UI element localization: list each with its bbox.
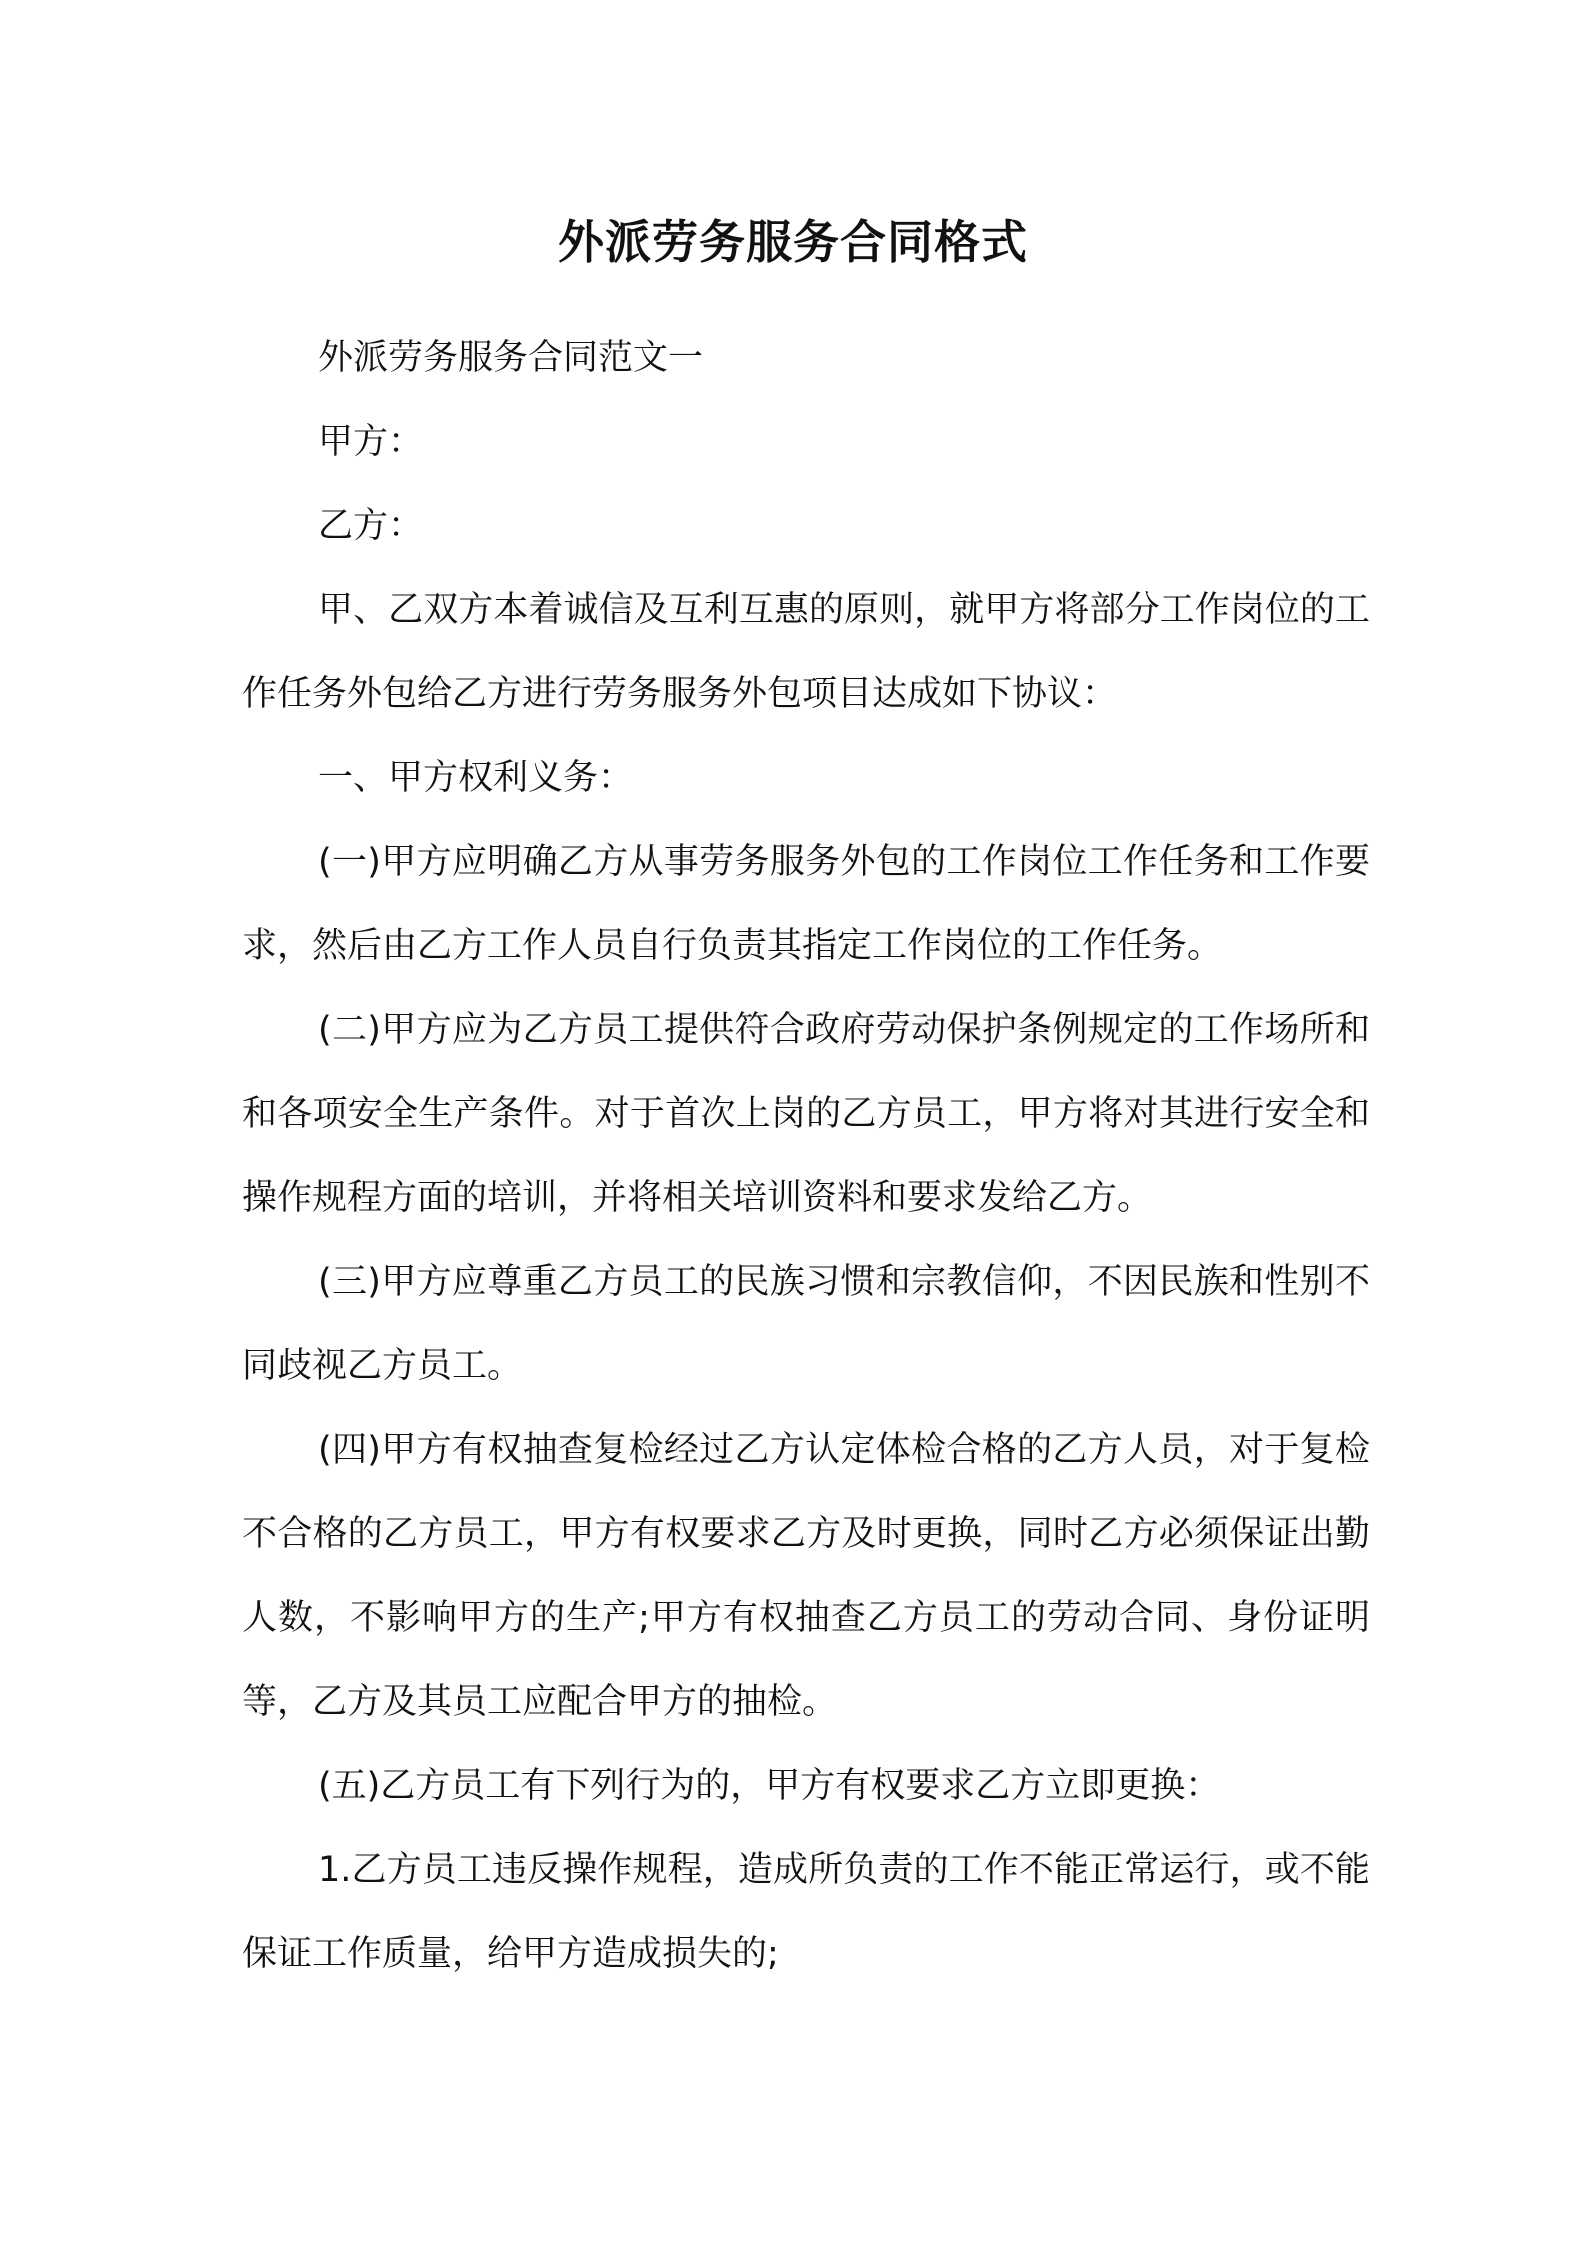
paragraph-section-heading: 一、甲方权利义务： — [318, 758, 634, 798]
paragraph-party-a: 甲方： — [318, 422, 424, 462]
document-title: 外派劳务服务合同格式 — [558, 215, 1028, 269]
paragraph-clause-3: (三)甲方应尊重乙方员工的民族习惯和宗教信仰，不因民族和性别不同歧视乙方员工。 — [242, 1262, 1370, 1386]
paragraph-preamble: 甲、乙双方本着诚信及互利互惠的原则，就甲方将部分工作岗位的工作任务外包给乙方进行劳务服务外包项目达成如下协议： — [242, 590, 1370, 714]
paragraph-subtitle: 外派劳务服务合同范文一 — [318, 338, 704, 378]
paragraph-clause-5: (五)乙方员工有下列行为的，甲方有权要求乙方立即更换： — [318, 1766, 1221, 1806]
document-body — [242, 316, 1370, 1996]
paragraph-clause-2: (二)甲方应为乙方员工提供符合政府劳动保护条例规定的工作场所和和各项安全生产条件。对于首次上岗的乙方员工，甲方将对其进行安全和操作规程方面的培训，并将相关培训资料和要求发给乙方。 — [242, 1010, 1370, 1218]
paragraph-party-b: 乙方： — [318, 506, 424, 546]
paragraph-clause-4: (四)甲方有权抽查复检经过乙方认定体检合格的乙方人员，对于复检不合格的乙方员工，甲方有权要求乙方及时更换，同时乙方必须保证出勤人数，不影响甲方的生产;甲方有权抽查乙方员工的劳动合同、身份证明等，乙方及其员工应配合甲方的抽检。 — [242, 1430, 1370, 1722]
paragraph-item-1: 1.乙方员工违反操作规程，造成所负责的工作不能正常运行，或不能保证工作质量，给甲方造成损失的; — [242, 1850, 1370, 1974]
paragraph-clause-1: (一)甲方应明确乙方从事劳务服务外包的工作岗位工作任务和工作要求，然后由乙方工作人员自行负责其指定工作岗位的工作任务。 — [242, 842, 1370, 966]
